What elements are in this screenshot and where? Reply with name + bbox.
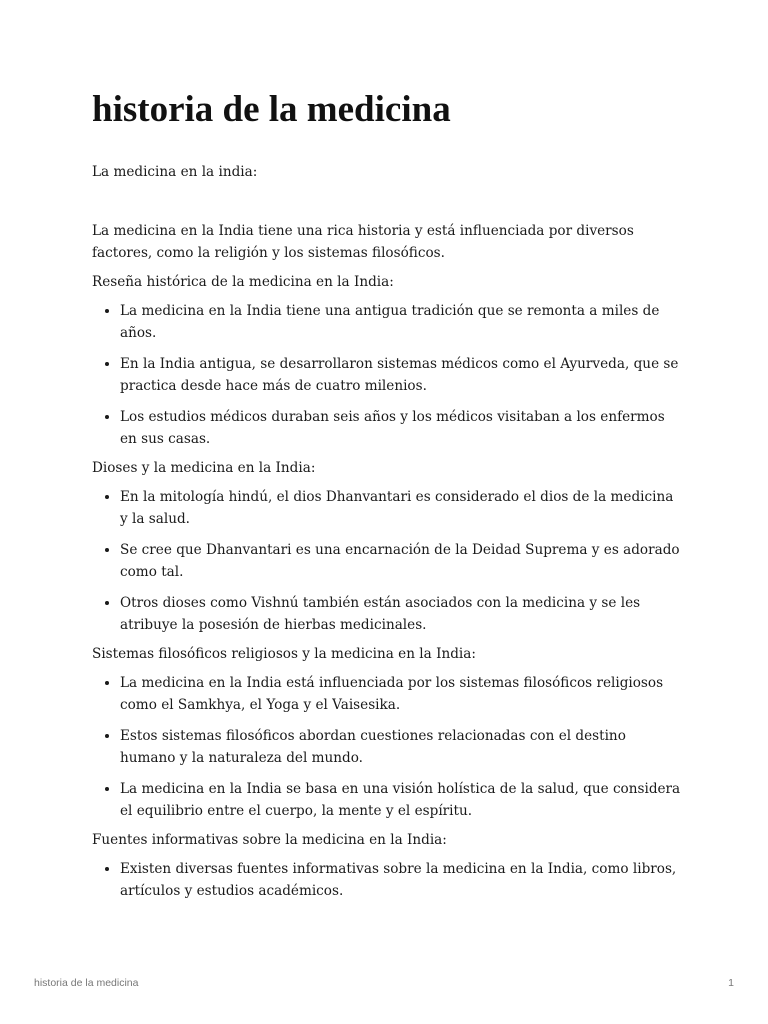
page-title: historia de la medicina [92, 89, 451, 130]
list-item: • Se cree que Dhanvantari es una encarnación de la Deidad Suprema y es adorado como tal. [120, 539, 682, 583]
footer-title: historia de la medicina [34, 977, 139, 989]
section-heading-dioses: Dioses y la medicina en la India: [92, 460, 316, 476]
list-item: • En la mitología hindú, el dios Dhanvantari es considerado el dios de la medicina y la salud. [120, 486, 682, 530]
list-item: • Otros dioses como Vishnú también están asociados con la medicina y se les atribuye la posesión de hierbas medicinales. [120, 592, 682, 636]
list-item: • Los estudios médicos duraban seis años y los médicos visitaban a los enfermos en sus casas. [120, 406, 682, 450]
bullet-list-resena [92, 300, 682, 450]
bullet-list-sistemas [92, 672, 682, 822]
list-item: • La medicina en la India se basa en una visión holística de la salud, que considera el equilibrio entre el cuerpo, la mente y el espíritu. [120, 778, 682, 822]
list-item: • La medicina en la India está influenciada por los sistemas filosóficos religiosos como el Samkhya, el Yoga y el Vaisesika. [120, 672, 682, 716]
list-item: • En la India antigua, se desarrollaron sistemas médicos como el Ayurveda, que se practica desde hace más de cuatro milenios. [120, 353, 682, 397]
intro-paragraph: La medicina en la India tiene una rica historia y está influenciada por diversos factores, como la religión y los sistemas filosóficos. [92, 223, 634, 261]
footer-page-number: 1 [728, 977, 734, 989]
section-heading-resena: Reseña histórica de la medicina en la India: [92, 274, 394, 290]
section-heading-fuentes: Fuentes informativas sobre la medicina en la India: [92, 832, 447, 848]
list-item: • Estos sistemas filosóficos abordan cuestiones relacionadas con el destino humano y la naturaleza del mundo. [120, 725, 682, 769]
bullet-list-dioses [92, 486, 682, 636]
bullet-list-fuentes [92, 858, 682, 902]
document-body [92, 88, 682, 902]
list-item: • La medicina en la India tiene una antigua tradición que se remonta a miles de años. [120, 300, 682, 344]
section-heading-sistemas: Sistemas filosóficos religiosos y la medicina en la India: [92, 646, 476, 662]
list-item: • Existen diversas fuentes informativas sobre la medicina en la India, como libros, artículos y estudios académicos. [120, 858, 682, 902]
document-subtitle: La medicina en la india: [92, 164, 258, 180]
